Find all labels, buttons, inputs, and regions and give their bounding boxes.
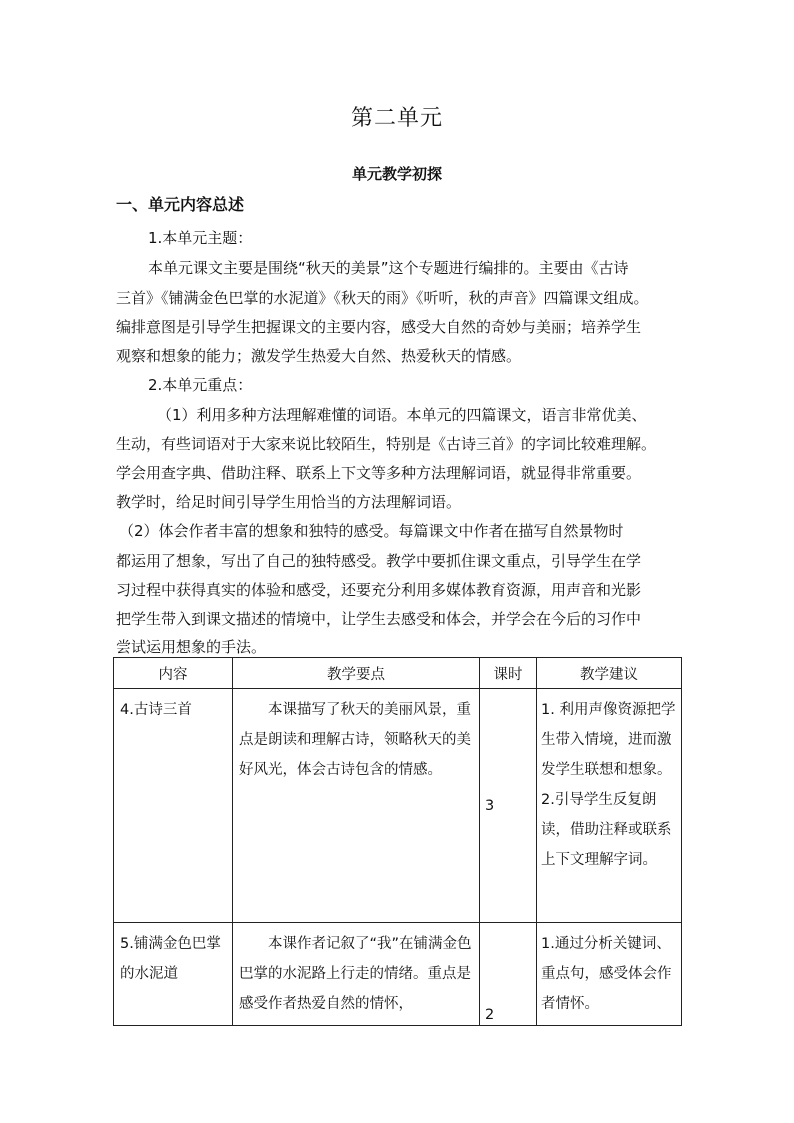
row-content-cell	[114, 689, 233, 923]
point1-line: （1）利用多种方法理解难懂的词语。本单元的四篇课文，语言非常优美、	[157, 406, 647, 424]
row-suggestions	[537, 923, 681, 1025]
row-content: 4.古诗三首	[120, 702, 192, 718]
page-title: 第二单元	[350, 106, 443, 131]
header-suggestions: 教学建议	[537, 658, 682, 689]
header-hours: 课时	[480, 658, 537, 689]
row-key-points-cell	[233, 923, 480, 1026]
row-hours: 3	[480, 689, 537, 923]
row-content: 5.铺满金色巴掌的水泥道	[120, 936, 221, 982]
section-heading: 一、单元内容总述	[116, 195, 245, 214]
suggestion-item: 1.通过分析关键词、重点句，感受体会作者情怀。	[541, 936, 672, 1012]
point2-line: 都运用了想象，写出了自己的独特感受。教学中要抓住课文重点，引导学生在学	[116, 552, 642, 570]
row-content-cell	[114, 923, 233, 1026]
row-suggestions-cell	[537, 923, 682, 1026]
table-header-row	[114, 658, 682, 689]
row-hours: 2	[480, 923, 537, 1026]
table-row	[114, 923, 682, 1026]
row-key-points: 本课描写了秋天的美丽风景，重点是朗读和理解古诗，领略秋天的美好风光，体会古诗包含的情感。	[239, 702, 471, 778]
point2-line: 尝试运用想象的手法。	[116, 638, 267, 656]
point1-line: 生动，有些词语对于大家来说比较陌生，特别是《古诗三首》的字词比较难理解。	[116, 435, 657, 453]
row-suggestions-cell	[537, 689, 682, 923]
row-key-points: 本课作者记叙了“我”在铺满金色巴掌的水泥路上行走的情绪。重点是感受作者热爱自然的情怀，	[239, 936, 472, 1012]
header-key-points: 教学要点	[233, 658, 480, 689]
point2-line: （2）体会作者丰富的想象和独特的感受。每篇课文中作者在描写自然景物时	[119, 522, 624, 540]
table-row	[114, 689, 682, 923]
theme-label: 1.本单元主题：	[148, 229, 253, 247]
point2-line: 把学生带入到课文描述的情境中，让学生去感受和体会，并学会在今后的习作中	[116, 610, 642, 628]
point2-line: 习过程中获得真实的体验和感受，还要充分利用多媒体教育资源，用声音和光影	[116, 581, 642, 599]
focus-label: 2.本单元重点：	[148, 376, 253, 394]
theme-line: 编排意图是引导学生把握课文的主要内容，感受大自然的奇妙与美丽；培养学生	[116, 318, 642, 336]
theme-line: 观察和想象的能力；激发学生热爱大自然、热爱秋天的情感。	[116, 347, 522, 365]
teaching-plan-table	[113, 657, 682, 1026]
theme-line: 三首》《铺满金色巴掌的水泥道》《秋天的雨》《听听，秋的声音》四篇课文组成。	[116, 289, 649, 307]
row-suggestions	[537, 689, 681, 881]
row-key-points-cell	[233, 689, 480, 923]
suggestion-item: 1. 利用声像资源把学生带入情境，进而激发学生联想和想象。	[541, 702, 676, 778]
theme-line: 本单元课文主要是围绕“秋天的美景”这个专题进行编排的。主要由《古诗	[148, 259, 629, 277]
point1-line: 教学时，给足时间引导学生用恰当的方法理解词语。	[116, 493, 462, 511]
header-content: 内容	[114, 658, 233, 689]
page-subtitle: 单元教学初探	[351, 165, 442, 183]
point1-line: 学会用查字典、借助注释、联系上下文等多种方法理解词语，就显得非常重要。	[116, 464, 642, 482]
suggestion-item: 2.引导学生反复朗读，借助注释或联系上下文理解字词。	[541, 792, 672, 868]
